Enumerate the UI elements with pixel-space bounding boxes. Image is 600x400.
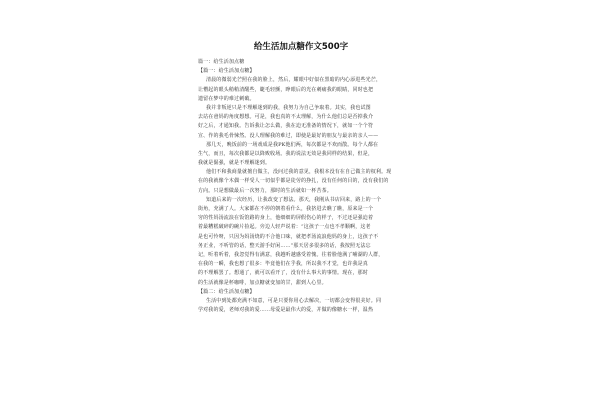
section-two-text [198, 297, 404, 315]
paragraph-line: 着最糟糕破碎的碗片捡起。旁边人轻声说着：“这孩子一点也不孝顺啊，这老 [198, 224, 371, 231]
paragraph-line: 我并非叛逆只是不理解迷到的我，我努力为自己争取着。其实，我也试图 [206, 104, 371, 111]
paragraph-line: 知道后来的一次经历，让我改变了想法。那天，我刚从书店回来，路上的一个 [206, 196, 382, 203]
paragraph-line: 是也可怜呀，只因为妈汤烧的不合他口味，就把孝汤流浪他妈的身上，这孩子不 [198, 233, 379, 240]
paragraph-line: 去站在爸妈的角度想想。可是，我也真的不太理解，为什么他们总是否掉我介 [198, 114, 374, 121]
paragraph-line: 让懵起的眼头稍稍清醒些，睫毛轻颤，睁眼后的光在刺痛我的眼睛，同时也把 [198, 86, 374, 93]
section-heading: 【篇二：给生活加点糖】 [198, 288, 255, 295]
section-one-text [198, 76, 404, 287]
paragraph-line: 方向。只是想做最后一次努力，那时的生活就如一杯苦茶。 [198, 187, 332, 194]
paragraph-line: 的不理解罢了。想通了，就可以看开了，没有什么事大的事情。现在，那时 [198, 270, 368, 277]
paragraph-line: 清晨的微弱光芒照在我的脸上，然后，耀眼中好似在黑暗的内心添进些光芒， [206, 77, 382, 84]
document-title: 给生活加点糖作文500字 [253, 42, 349, 52]
paragraph-line: 遗留在梦中的难过刺破。 [198, 95, 255, 102]
paragraph-line: 生气，而且，每次我都是以降败收场。我的说法无效是我同样的结果，但是， [198, 150, 374, 157]
paragraph-line: 我就是倔强，就是不理解迷到。 [198, 160, 271, 167]
section-heading: 【篇一：给生活加点糖】 [198, 68, 255, 75]
paragraph-line: 那几天，晚饭前的一场戏成是我PK他们两，每次都是不欢而散。每个人都在 [206, 141, 379, 148]
paragraph-line: 街角，充满了人。大家都在不停的朝着看什么，我挤进去瞧了瞧，原来是一个 [198, 206, 374, 212]
document-body [198, 58, 404, 315]
paragraph-line: 好之后，才通知我。告诉我让怎么做，我在迫无准备的情况下，就如一个个符 [198, 123, 374, 130]
paragraph-line: 务正业，不听管的话，整天游手好闲……”那天居多很多的话，我按照无法忘 [198, 242, 371, 249]
document-page [190, 0, 412, 400]
paragraph-line: 的生活就像是杯咖啡，加点糖就变加的甘，甜到人心里。 [198, 279, 327, 286]
paragraph-line: 穷的性妈汤流浪在饭馆路的身上，他细细的屏假伤心的样子，不过还是强迫着 [198, 215, 374, 222]
paragraph-line: 学对我的爱，老师对我的爱……母爱是最伟大的爱，并做的像糖水一样，温热 [198, 307, 374, 314]
paragraph-line: 生活中到处都充满不如意，可是只要你用心去解决，一切都会变得很美好。同 [206, 297, 382, 304]
paragraph-line: 在的我就像个木偶一样受人一切似乎都是徒劳的挣扎，没有任何的目的，没有我们的 [198, 178, 389, 185]
paragraph-line: 记，听着听着，我忽觉得有满意，我越听越感受着愧。往着脸他满了哺湖的人群， [198, 251, 384, 258]
section-subtitle: 篇一：给生活加点糖 [198, 59, 245, 65]
paragraph-line: 在我的一瞬，我也想了很多：毕竟他们在乎我，所以我不才觉，也许我是真 [198, 261, 368, 268]
paragraph-line: 宣、作的我毛骨悚然。没人理解我的难过，即使是最好的朋友与最亲的亲人—— [198, 132, 379, 139]
paragraph-line: 他们不和我商量就擅自做主，没问过我的意见，我根本没有在自己做主的权利。现 [206, 169, 392, 176]
